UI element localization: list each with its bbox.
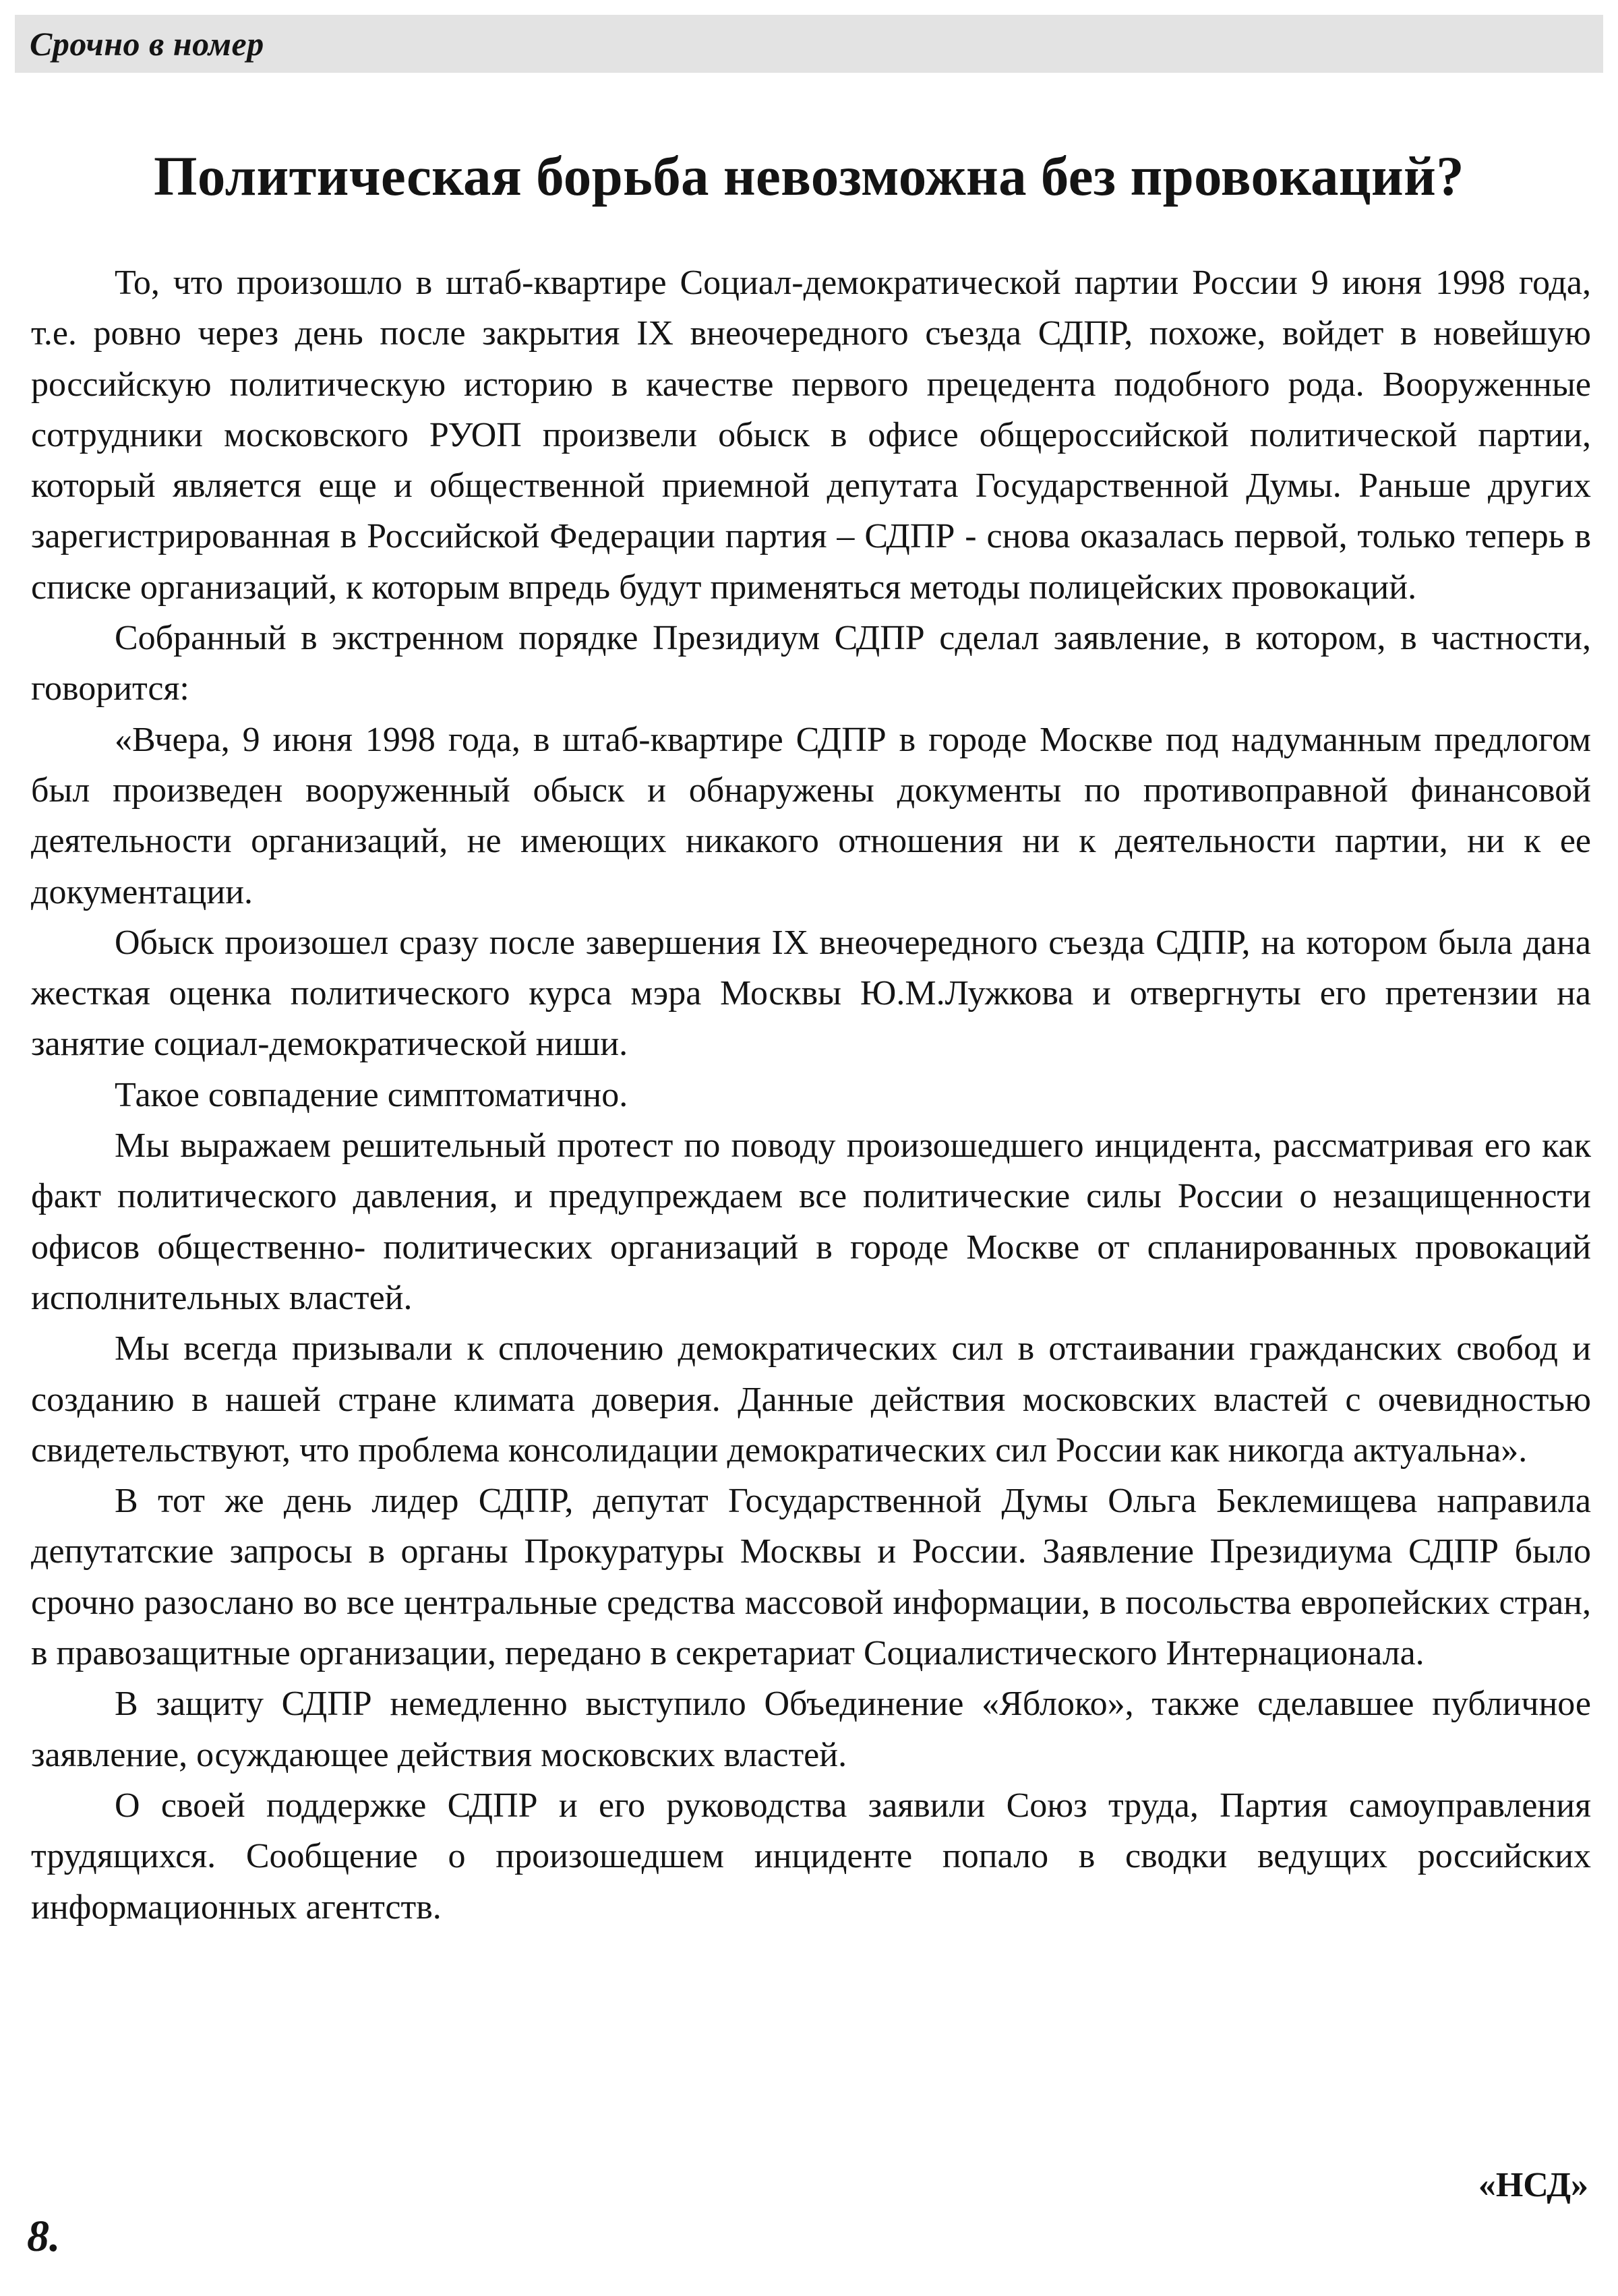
article-signature: «НСД» (1478, 2166, 1588, 2204)
article-paragraph: Обыск произошел сразу после завершения IX внеочередного съезда СДПР, на котором была дана жесткая оценка политического курса мэра Москвы Ю.М.Лужкова и отвергнуты его претензии на занятие социал-демократической ниши. (31, 923, 1591, 1064)
page-number: 8. (27, 2212, 61, 2261)
article-title: Политическая борьба невозможна без провокаций? (154, 145, 1464, 207)
section-label: Срочно в номер (30, 25, 264, 63)
article-paragraph: О своей поддержке СДПР и его руководства заявили Союз труда, Партия самоуправления трудящихся. Сообщение о произошедшем инциденте попало в сводки ведущих российских информационных агентств. (31, 1786, 1591, 1927)
article-paragraph: В защиту СДПР немедленно выступило Объединение «Яблоко», также сделавшее публичное заявление, осуждающее действия московских властей. (31, 1685, 1591, 1774)
article-paragraph: «Вчера, 9 июня 1998 года, в штаб-квартире СДПР в городе Москве под надуманным предлогом был произведен вооруженный обыск и обнаружены документы по противоправной финансовой деятельности организаций, не имеющих никакого отношения ни к деятельности партии, ни к ее документации. (31, 720, 1591, 911)
article-paragraph: Мы всегда призывали к сплочению демократических сил в отстаивании гражданских свобод и созданию в нашей стране климата доверия. Данные действия московских властей с очевидностью свидетельствуют, что проблема консолидации демократических сил России как никогда актуальна». (31, 1329, 1591, 1470)
article-paragraph: Мы выражаем решительный протест по поводу произошедшего инцидента, рассматривая его как факт политического давления, и предупреждаем все политические силы России о незащищенности офисов общественно- политических организаций в городе Москве от спланированных провокаций исполнительных властей. (31, 1126, 1591, 1317)
article-paragraph: Такое совпадение симптоматично. (115, 1075, 628, 1114)
section-header-bar (15, 15, 1603, 73)
article-paragraph: То, что произошло в штаб-квартире Социал-демократической партии России 9 июня 1998 года, т.е. ровно через день после закрытия IX внеочередного съезда СДПР, похоже, войдет в новейшую российскую политическую историю в качестве первого прецедента подобного рода. Вооруженные сотрудники московского РУОП произвели обыск в офисе общероссийской политической партии, который является еще и общественной приемной депутата Государственной Думы. Раньше других зарегистрированная в Российской Федерации партия – СДПР - снова оказалась первой, только теперь в списке организаций, к которым впредь будут применяться методы полицейских провокаций. (31, 264, 1591, 607)
article-body (31, 258, 1591, 1933)
article-paragraph: В тот же день лидер СДПР, депутат Государственной Думы Ольга Беклемищева направила депутатские запросы в органы Прокуратуры Москвы и России. Заявление Президиума СДПР было срочно разослано во все центральные средства массовой информации, в посольства европейских стран, в правозащитные организации, передано в секретариат Социалистического Интернационала. (31, 1482, 1591, 1673)
article-paragraph: Собранный в экстренном порядке Президиум СДПР сделал заявление, в котором, в частности, говорится: (31, 619, 1591, 708)
